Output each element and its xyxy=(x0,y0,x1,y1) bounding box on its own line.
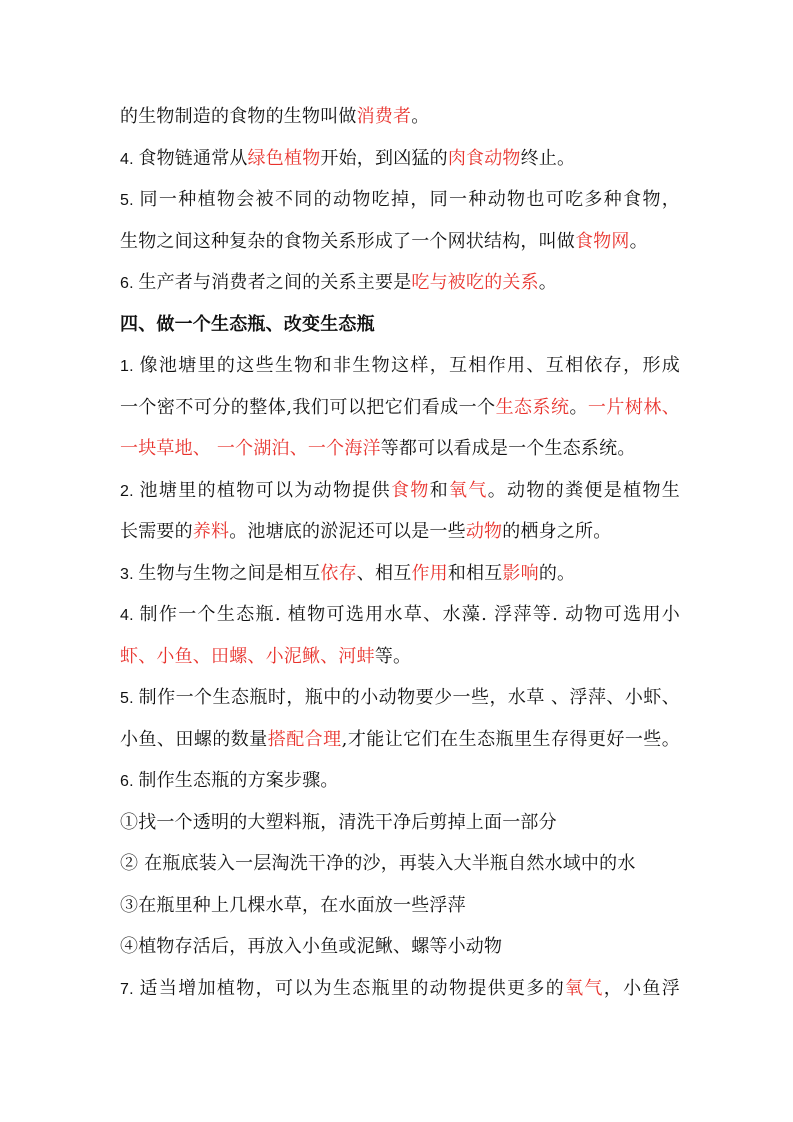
text-segment: ,才能让它们在生态瓶里生存得更好一些。 xyxy=(341,728,680,750)
text-segment: 制作一个生态瓶时，瓶中的小动物要少一些，水草 、浮萍、小虾、 xyxy=(138,687,681,708)
text-segment: 池塘里的植物可以为动物提供 xyxy=(139,479,391,501)
highlighted-term: 影响 xyxy=(502,562,539,584)
text-segment: 四、做一个生态瓶、改变生态瓶 xyxy=(120,313,375,335)
text-segment: 等。 xyxy=(374,645,412,667)
text-line xyxy=(120,96,680,138)
text-segment: ①找一个透明的大塑料瓶，清洗干净后剪掉上面一部分 xyxy=(120,811,557,833)
item-number: 4. xyxy=(120,607,140,624)
text-segment: ② 在瓶底装入一层淘洗干净的沙，再装入大半瓶自然水域中的水 xyxy=(120,853,636,874)
text-segment: 。动物的粪便是植物生 xyxy=(487,479,680,501)
text-line xyxy=(120,636,680,678)
text-line xyxy=(120,802,680,844)
highlighted-term: 一片树林、 xyxy=(587,396,680,418)
text-line xyxy=(120,677,680,719)
text-segment: 、相互 xyxy=(356,562,412,584)
text-line xyxy=(120,968,680,1010)
item-number: 5. xyxy=(120,192,140,209)
text-segment: ③在瓶里种上几棵水草，在水面放一些浮萍 xyxy=(120,894,466,916)
item-number: 4. xyxy=(120,150,139,168)
text-line xyxy=(120,345,680,387)
highlighted-term: 虾、小鱼、田螺、小泥鳅、河蚌 xyxy=(120,645,375,667)
text-segment: 生物之间这种复杂的食物关系形成了一个网状结构，叫做 xyxy=(120,230,575,252)
highlighted-term: 搭配合理 xyxy=(267,728,342,750)
text-segment: 和 xyxy=(429,479,450,501)
text-segment: 终止。 xyxy=(520,147,576,169)
text-line xyxy=(120,262,680,304)
text-line xyxy=(120,760,680,802)
text-segment: 的。 xyxy=(538,562,576,584)
highlighted-term: 绿色植物 xyxy=(247,147,321,169)
text-line xyxy=(120,885,680,927)
text-segment: 的栖身之所。 xyxy=(502,521,612,542)
highlighted-term: 食物网 xyxy=(575,230,630,252)
text-segment: 。 xyxy=(411,106,430,127)
text-line xyxy=(120,138,680,180)
item-number: 6. xyxy=(120,275,139,292)
text-line xyxy=(120,719,680,761)
highlighted-term: 一块草地、 一个湖泊、一个海洋 xyxy=(120,438,381,459)
text-segment: 的生物制造的食物的生物叫做 xyxy=(120,106,357,127)
text-segment: 食物链通常从 xyxy=(138,147,248,169)
item-number: 7. xyxy=(120,980,140,998)
text-line xyxy=(120,428,680,470)
text-line xyxy=(120,470,680,512)
highlighted-term: 作用 xyxy=(411,562,448,584)
text-line xyxy=(120,553,680,595)
text-segment: 制作一个生态瓶. 植物可选用水草、水藻. 浮萍等. 动物可选用小 xyxy=(139,604,680,625)
text-segment: 长需要的 xyxy=(120,521,193,542)
text-line xyxy=(120,926,680,968)
highlighted-term: 依存 xyxy=(320,562,357,584)
document-page xyxy=(120,96,680,1009)
text-segment: 适当增加植物，可以为生态瓶里的动物提供更多的 xyxy=(139,977,566,999)
text-segment: 等都可以看成是一个生态系统。 xyxy=(380,438,636,459)
text-line xyxy=(120,221,680,263)
highlighted-term: 消费者 xyxy=(356,106,412,127)
text-segment: 和相互 xyxy=(447,562,503,584)
highlighted-term: 氧气 xyxy=(449,479,488,501)
text-segment: 。 xyxy=(629,230,648,252)
section-heading xyxy=(120,304,680,346)
text-segment: 生物与生物之间是相互 xyxy=(138,562,321,584)
text-segment: 。池塘底的淤泥还可以是一些 xyxy=(229,521,466,542)
text-segment: 小鱼、田螺的数量 xyxy=(120,728,268,750)
highlighted-term: 氧气 xyxy=(565,977,604,999)
highlighted-term: 生态系统 xyxy=(495,396,570,418)
item-number: 6. xyxy=(120,773,139,790)
highlighted-term: 食物 xyxy=(391,479,430,501)
text-line xyxy=(120,594,680,636)
text-segment: 制作生态瓶的方案步骤。 xyxy=(138,770,339,791)
item-number: 2. xyxy=(120,482,140,500)
highlighted-term: 肉食动物 xyxy=(447,147,521,169)
text-segment: ④植物存活后，再放入小鱼或泥鳅、螺等小动物 xyxy=(120,936,503,957)
text-segment: ，小鱼浮 xyxy=(603,977,680,999)
text-segment: 开始，到凶猛的 xyxy=(320,147,448,169)
item-number: 3. xyxy=(120,565,139,583)
text-segment: 。 xyxy=(538,272,557,293)
highlighted-term: 吃与被吃的关系 xyxy=(411,272,539,293)
text-line xyxy=(120,843,680,885)
text-line xyxy=(120,387,680,429)
text-segment: 一个密不可分的整体,我们可以把它们看成一个 xyxy=(120,396,496,418)
text-line xyxy=(120,179,680,221)
text-segment: 像池塘里的这些生物和非生物这样，互相作用、互相依存，形成 xyxy=(139,355,681,376)
text-segment: 同一种植物会被不同的动物吃掉，同一种动物也可吃多种食物， xyxy=(139,189,681,210)
item-number: 1. xyxy=(120,358,140,375)
highlighted-term: 动物 xyxy=(465,521,503,542)
text-line xyxy=(120,511,680,553)
item-number: 5. xyxy=(120,690,139,707)
text-segment: 生产者与消费者之间的关系主要是 xyxy=(138,272,412,293)
text-segment: 。 xyxy=(569,396,588,418)
highlighted-term: 养料 xyxy=(192,521,230,542)
